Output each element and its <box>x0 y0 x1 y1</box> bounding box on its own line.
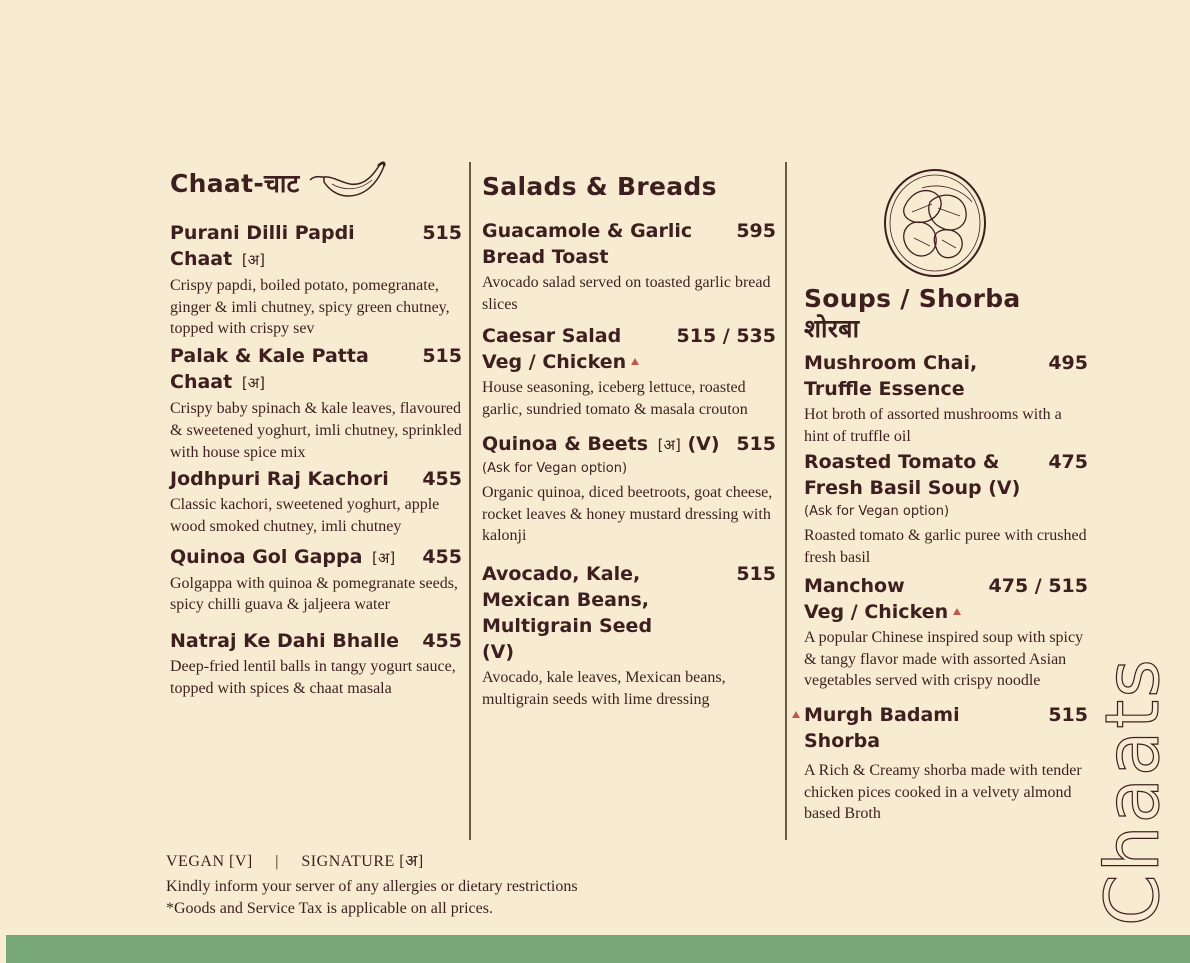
item-price: 515 <box>736 562 776 585</box>
item-name: Quinoa Gol Gappa <box>170 545 363 568</box>
item-variant: Veg / Chicken <box>482 351 627 374</box>
menu-item <box>482 218 776 315</box>
item-description: Deep-fried lentil balls in tangy yogurt sauce, topped with spices & chaat masala <box>170 658 456 697</box>
item-description: Organic quinoa, diced beetroots, goat cheese, rocket leaves & honey mustard dressing with kalonji <box>482 483 773 545</box>
item-price: 455 <box>422 468 462 491</box>
item-description: House seasoning, iceberg lettuce, roasted garlic, sundried tomato & masala crouton <box>482 379 748 419</box>
item-name: Caesar Salad <box>482 325 622 348</box>
item-description: Golgappa with quinoa & pomegranate seeds, spicy chilli guava & jaljeera water <box>170 574 458 614</box>
menu-item <box>170 628 462 699</box>
menu-item <box>170 343 462 463</box>
section-title-soups: Soups / Shorba शोरबा <box>804 284 1088 344</box>
item-price: 495 <box>1048 352 1088 374</box>
item-name: Manchow <box>804 574 905 597</box>
item-price: 515 <box>736 432 776 455</box>
item-description: Crispy papdi, boiled potato, pomegranate, ginger & imli chutney, spicy green chutney, topped with crispy sev <box>170 277 450 338</box>
item-variant: Veg / Chicken <box>804 600 949 623</box>
signature-badge: [अ] <box>241 374 265 393</box>
item-note: (Ask for Vegan option) <box>804 504 950 520</box>
non-veg-marker-icon <box>631 358 639 365</box>
item-name: Natraj Ke Dahi Bhalle <box>170 630 400 653</box>
item-price: 515 <box>422 345 462 368</box>
legend-signature: SIGNATURE [अ] <box>301 853 424 870</box>
menu-item <box>482 561 776 710</box>
section-title-salads: Salads & Breads <box>482 172 717 201</box>
item-note: (Ask for Vegan option) <box>482 460 628 476</box>
non-veg-marker-icon <box>792 711 800 718</box>
allergy-note: Kindly inform your server of any allergies or dietary restrictions <box>166 878 578 895</box>
column-divider <box>469 162 471 840</box>
menu-item <box>170 466 462 537</box>
item-description: A Rich & Creamy shorba made with tender chicken pices cooked in a velvety almond based Broth <box>804 761 1082 823</box>
menu-item <box>804 702 1088 825</box>
legend-separator: | <box>275 853 279 870</box>
footer-band <box>6 935 1190 963</box>
menu-item <box>482 431 776 547</box>
item-description: Avocado, kale leaves, Mexican beans, multigrain seeds with lime dressing <box>482 668 726 708</box>
dietary-legend <box>166 849 442 871</box>
item-name: Avocado, Kale, Mexican Beans, Multigrain Seed (V) <box>482 562 653 663</box>
menu-item <box>170 220 462 340</box>
item-name: Guacamole & Garlic Bread Toast <box>482 220 693 268</box>
signature-badge: [अ] <box>657 435 681 454</box>
menu-item <box>804 449 1088 568</box>
item-name: Mushroom Chai, Truffle Essence <box>804 352 978 400</box>
item-price: 455 <box>422 545 462 568</box>
item-description: Hot broth of assorted mushrooms with a hint of truffle oil <box>804 406 1062 445</box>
tax-note: *Goods and Service Tax is applicable on all prices. <box>166 900 493 917</box>
chili-pepper-icon <box>308 158 388 200</box>
menu-item <box>804 350 1088 447</box>
chaat-column <box>170 160 462 699</box>
item-name: Purani Dilli Papdi Chaat <box>170 222 355 270</box>
signature-badge: [अ] <box>241 251 265 269</box>
soups-column <box>804 160 1088 825</box>
vegan-mark: (V) <box>687 432 720 455</box>
menu-item <box>804 573 1088 692</box>
item-name: Jodhpuri Raj Kachori <box>170 468 389 491</box>
item-description: Crispy baby spinach & kale leaves, flavoured & sweetened yoghurt, imli chutney, sprinkled with house spice mix <box>170 400 462 461</box>
item-price: 515 <box>1048 703 1088 726</box>
item-description: Classic kachori, sweetened yoghurt, apple wood smoked chutney, imli chutney <box>170 496 440 535</box>
salad-bowl-icon <box>882 168 988 278</box>
item-name: Roasted Tomato & Fresh Basil Soup (V) <box>804 451 1021 500</box>
item-description: Roasted tomato & garlic puree with crushed fresh basil <box>804 527 1087 567</box>
footnotes <box>166 876 578 920</box>
item-price: 455 <box>422 630 462 653</box>
menu-item <box>170 544 462 616</box>
item-description: A popular Chinese inspired soup with spicy & tangy flavor made with assorted Asian vegetables served with crispy noodle <box>804 628 1084 690</box>
legend-vegan: VEGAN [V] <box>166 853 253 870</box>
non-veg-marker-icon <box>953 608 961 615</box>
section-title-chaat: Chaat-चाट <box>170 168 462 200</box>
item-name: Quinoa & Beets <box>482 432 649 455</box>
item-name: Palak & Kale Patta Chaat <box>170 345 369 394</box>
salads-breads-column <box>482 160 776 710</box>
side-label-chaats: Chaats <box>1090 657 1176 926</box>
item-description: Avocado salad served on toasted garlic bread slices <box>482 274 771 313</box>
item-name: Murgh Badami Shorba <box>804 703 960 752</box>
menu-item <box>482 323 776 420</box>
item-price: 475 / 515 <box>988 574 1088 597</box>
item-price: 515 <box>422 222 462 244</box>
section-title-hindi: शोरबा <box>804 314 860 343</box>
column-divider <box>785 162 787 840</box>
item-price: 515 / 535 <box>676 325 776 348</box>
item-price: 595 <box>736 220 776 242</box>
signature-badge: [अ] <box>372 548 396 567</box>
item-price: 475 <box>1048 451 1088 474</box>
